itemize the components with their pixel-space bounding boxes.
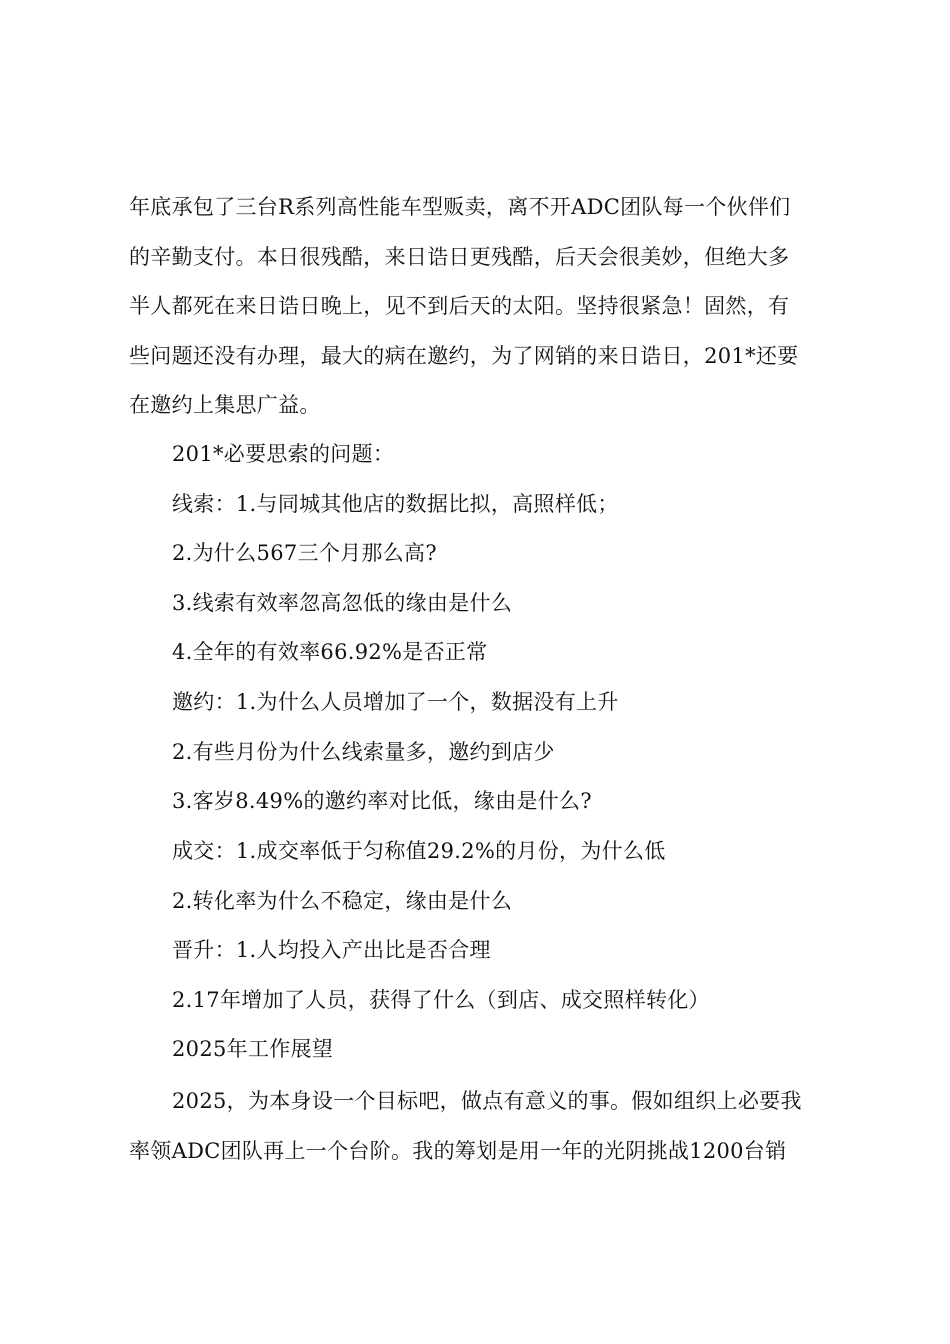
section-heading: 2025年工作展望 bbox=[172, 1037, 334, 1061]
text-line: 在邀约上集思广益。 bbox=[129, 393, 321, 417]
text-line: 年底承包了三台R系列高性能车型贩卖，离不开ADC团队每一个伙伴们 bbox=[129, 195, 791, 219]
list-item: 邀约：1.为什么人员增加了一个，数据没有上升 bbox=[172, 690, 619, 714]
text-line: 的辛勤支付。本日很残酷，来日诰日更残酷，后天会很美妙，但绝大多 bbox=[129, 244, 790, 269]
list-item: 成交：1.成交率低于匀称值29.2%的月份，为什么低 bbox=[172, 839, 666, 863]
list-item: 2.为什么567三个月那么高? bbox=[172, 541, 437, 565]
text-line: 率领ADC团队再上一个台阶。我的筹划是用一年的光阴挑战1200台销 bbox=[129, 1138, 787, 1163]
text-line: 些问题还没有办理，最大的病在邀约，为了网销的来日诰日，201*还要 bbox=[129, 343, 799, 368]
list-item: 线索：1.与同城其他店的数据比拟，高照样低； bbox=[172, 492, 619, 516]
list-item: 2.17年增加了人员，获得了什么（到店、成交照样转化） bbox=[172, 988, 710, 1012]
list-item: 3.客岁8.49%的邀约率对比低，缘由是什么? bbox=[172, 789, 592, 813]
opening-paragraph bbox=[129, 183, 834, 431]
text-line: 半人都死在来日诰日晚上，见不到后天的太阳。坚持很紧急！固然，有 bbox=[129, 294, 790, 318]
text-line: 2025，为本身设一个目标吧，做点有意义的事。假如组织上必要我 bbox=[172, 1089, 802, 1113]
questions-heading: 201*必要思索的问题： bbox=[172, 442, 395, 466]
list-item: 3.线索有效率忽高忽低的缘由是什么 bbox=[172, 591, 513, 615]
list-item: 4.全年的有效率66.92%是否正常 bbox=[172, 640, 488, 664]
list-item: 晋升：1.人均投入产出比是否合理 bbox=[172, 938, 491, 962]
closing-paragraph bbox=[129, 1077, 834, 1176]
list-item: 2.有些月份为什么线索量多，邀约到店少 bbox=[172, 740, 555, 764]
list-item: 2.转化率为什么不稳定，缘由是什么 bbox=[172, 889, 513, 913]
